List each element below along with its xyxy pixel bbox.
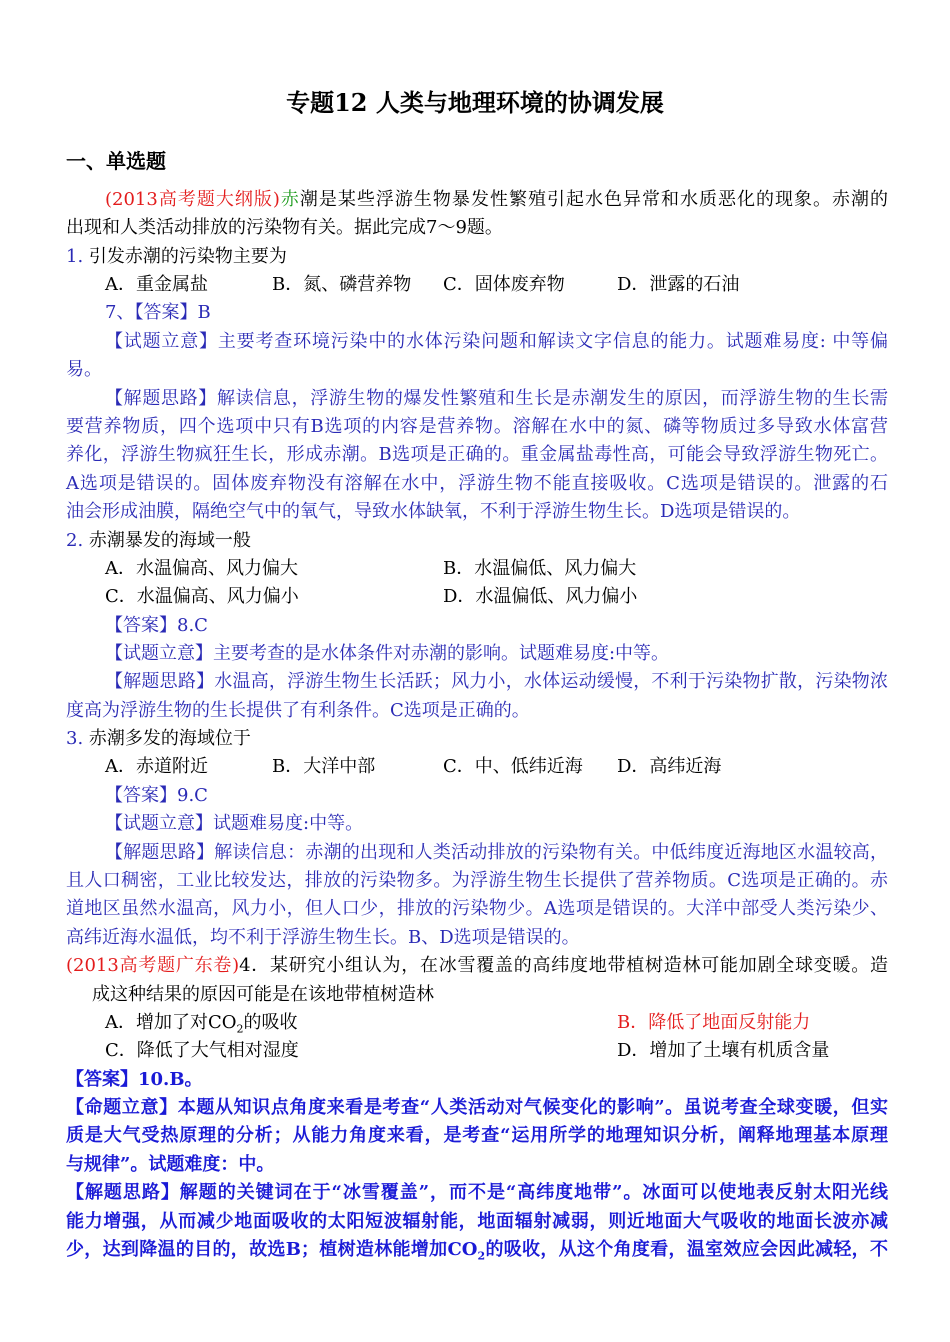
q4-idea-line-3-text-end: 的吸收，从这个角度看，温室效应会因此减轻，不 xyxy=(485,1239,888,1260)
q4-idea-line-2: 能力增强，从而减少地面吸收的太阳短波辐射能，地面辐射减弱，则近地面大气吸收的地面长波亦减 xyxy=(66,1211,888,1232)
q4-option-a-text: A．增加了对CO xyxy=(105,1012,237,1033)
q4-option-b: B．降低了地面反射能力 xyxy=(617,1012,811,1033)
question-1-text: 引发赤潮的污染物主要为 xyxy=(88,246,287,267)
intro-lead-char: 赤 xyxy=(279,189,300,210)
q2-idea-line-2: 度高为浮游生物的生长提供了有利条件。C选项是正确的。 xyxy=(66,700,530,721)
q2-option-a: A．水温偏高、风力偏大 xyxy=(105,558,298,579)
q1-answer: 7、【答案】B xyxy=(105,302,211,323)
q3-option-a: A．赤道附近 xyxy=(105,756,208,777)
question-4-stem-line-2: 成这种结果的原因可能是在该地带植树造林 xyxy=(92,984,434,1005)
q4-option-d: D．增加了土壤有机质含量 xyxy=(617,1040,830,1061)
q1-aim-line-2: 易。 xyxy=(66,359,102,380)
q3-aim: 【试题立意】试题难易度:中等。 xyxy=(105,813,364,834)
q2-idea-line-1: 【解题思路】水温高，浮游生物生长活跃；风力小，水体运动缓慢，不利于污染物扩散，污染物浓 xyxy=(105,671,888,692)
q4-aim-line-3: 与规律”。试题难度：中。 xyxy=(66,1154,275,1175)
q4-stem-text-1: 4．某研究小组认为，在冰雪覆盖的高纬度地带植树造林可能加剧全球变暖。造 xyxy=(239,955,888,976)
question-2-text: 赤潮暴发的海域一般 xyxy=(88,530,251,551)
q1-idea-line-1: 【解题思路】解读信息，浮游生物的爆发性繁殖和生长是赤潮发生的原因，而浮游生物的生长需 xyxy=(105,388,888,409)
q4-idea-line-1: 【解题思路】解题的关键词在于“冰雪覆盖”，而不是“高纬度地带”。冰面可以使地表反射太阳光线 xyxy=(66,1182,888,1203)
question-1-stem xyxy=(66,243,888,271)
q1-idea-line-2: 要营养物质，四个选项中只有B选项的内容是营养物。溶解在水中的氮、磷等物质过多导致水体富营 xyxy=(66,416,888,437)
q3-option-b: B．大洋中部 xyxy=(272,756,376,777)
question-1-number: 1. xyxy=(66,246,84,267)
q4-idea-line-3-subscript: 2 xyxy=(477,1249,486,1263)
q2-option-d: D．水温偏低、风力偏小 xyxy=(443,586,638,607)
q1-option-c: C．固体废弃物 xyxy=(443,274,565,295)
q3-answer: 【答案】9.C xyxy=(105,785,208,806)
section-heading: 一、单选题 xyxy=(66,149,166,173)
q4-answer: 【答案】10.B。 xyxy=(66,1069,203,1090)
q4-aim-line-1: 【命题立意】本题从知识点角度来看是考查“人类活动对气候变化的影响”。虽说考查全球变暖，但实 xyxy=(66,1097,888,1118)
q4-option-a-subscript: 2 xyxy=(236,1022,244,1036)
q4-aim-line-2: 质是大气受热原理的分析；从能力角度来看，是考查“运用所学的地理知识分析，阐释地理基本原理 xyxy=(66,1125,888,1146)
q2-option-b: B．水温偏低、风力偏大 xyxy=(443,558,637,579)
question-3-stem xyxy=(66,725,888,753)
q4-idea-line-3-text: 少，达到降温的目的，故选B；植树造林能增加CO xyxy=(66,1239,478,1260)
q4-option-c: C．降低了大气相对湿度 xyxy=(105,1040,299,1061)
intro-text-1: 潮是某些浮游生物暴发性繁殖引起水色异常和水质恶化的现象。赤潮的 xyxy=(299,189,889,210)
q4-source: (2013高考题广东卷) xyxy=(66,955,240,976)
question-3-text: 赤潮多发的海域位于 xyxy=(88,728,251,749)
question-3-number: 3. xyxy=(66,728,84,749)
q2-aim: 【试题立意】主要考查的是水体条件对赤潮的影响。试题难易度:中等。 xyxy=(105,643,670,664)
page-title: 专题12 人类与地理环境的协调发展 xyxy=(286,88,664,117)
q3-idea-line-4: 高纬近海水温低，均不利于浮游生物生长。B、D选项是错误的。 xyxy=(66,927,580,948)
q3-option-c: C．中、低纬近海 xyxy=(443,756,583,777)
q1-idea-line-4: A选项是错误的。固体废弃物没有溶解在水中，浮游生物不能直接吸收。C选项是错误的。泄露的石 xyxy=(66,473,888,494)
q1-idea-line-3: 养化，浮游生物疯狂生长，形成赤潮。B选项是正确的。重金属盐毒性高，可能会导致浮游生物死亡。 xyxy=(66,444,888,465)
q1-idea-line-5: 油会形成油膜，隔绝空气中的氧气，导致水体缺氧，不利于浮游生物生长。D选项是错误的。 xyxy=(66,501,801,522)
q3-option-d: D．高纬近海 xyxy=(617,756,722,777)
q4-idea-line-3 xyxy=(66,1236,888,1271)
intro-source: (2013高考题大纲版) xyxy=(105,189,280,210)
q2-option-c: C．水温偏高、风力偏小 xyxy=(105,586,299,607)
q3-idea-line-1: 【解题思路】解读信息：赤潮的出现和人类活动排放的污染物有关。中低纬度近海地区水温较高， xyxy=(105,842,888,863)
q1-aim-line-1: 【试题立意】主要考查环境污染中的水体污染问题和解读文字信息的能力。试题难易度: 中等偏 xyxy=(105,331,888,352)
q1-option-a: A．重金属盐 xyxy=(105,274,208,295)
intro-line-1 xyxy=(105,186,888,214)
q4-option-a-text-end: 的吸收 xyxy=(243,1012,298,1033)
question-2-number: 2. xyxy=(66,530,84,551)
q3-idea-line-3: 道地区虽然水温高，风力小，但人口少，排放的污染物少。A选项是错误的。大洋中部受人类污染少、 xyxy=(66,898,888,919)
q1-option-d: D．泄露的石油 xyxy=(617,274,740,295)
q1-option-b: B．氮、磷营养物 xyxy=(272,274,412,295)
question-2-stem xyxy=(66,527,888,555)
q2-answer: 【答案】8.C xyxy=(105,615,208,636)
question-4-stem-line-1 xyxy=(66,952,888,980)
intro-line-2: 出现和人类活动排放的污染物有关。据此完成7～9题。 xyxy=(66,217,503,238)
q3-idea-line-2: 且人口稠密，工业比较发达，排放的污染物多。为浮游生物生长提供了营养物质。C选项是正确的。赤 xyxy=(66,870,888,891)
